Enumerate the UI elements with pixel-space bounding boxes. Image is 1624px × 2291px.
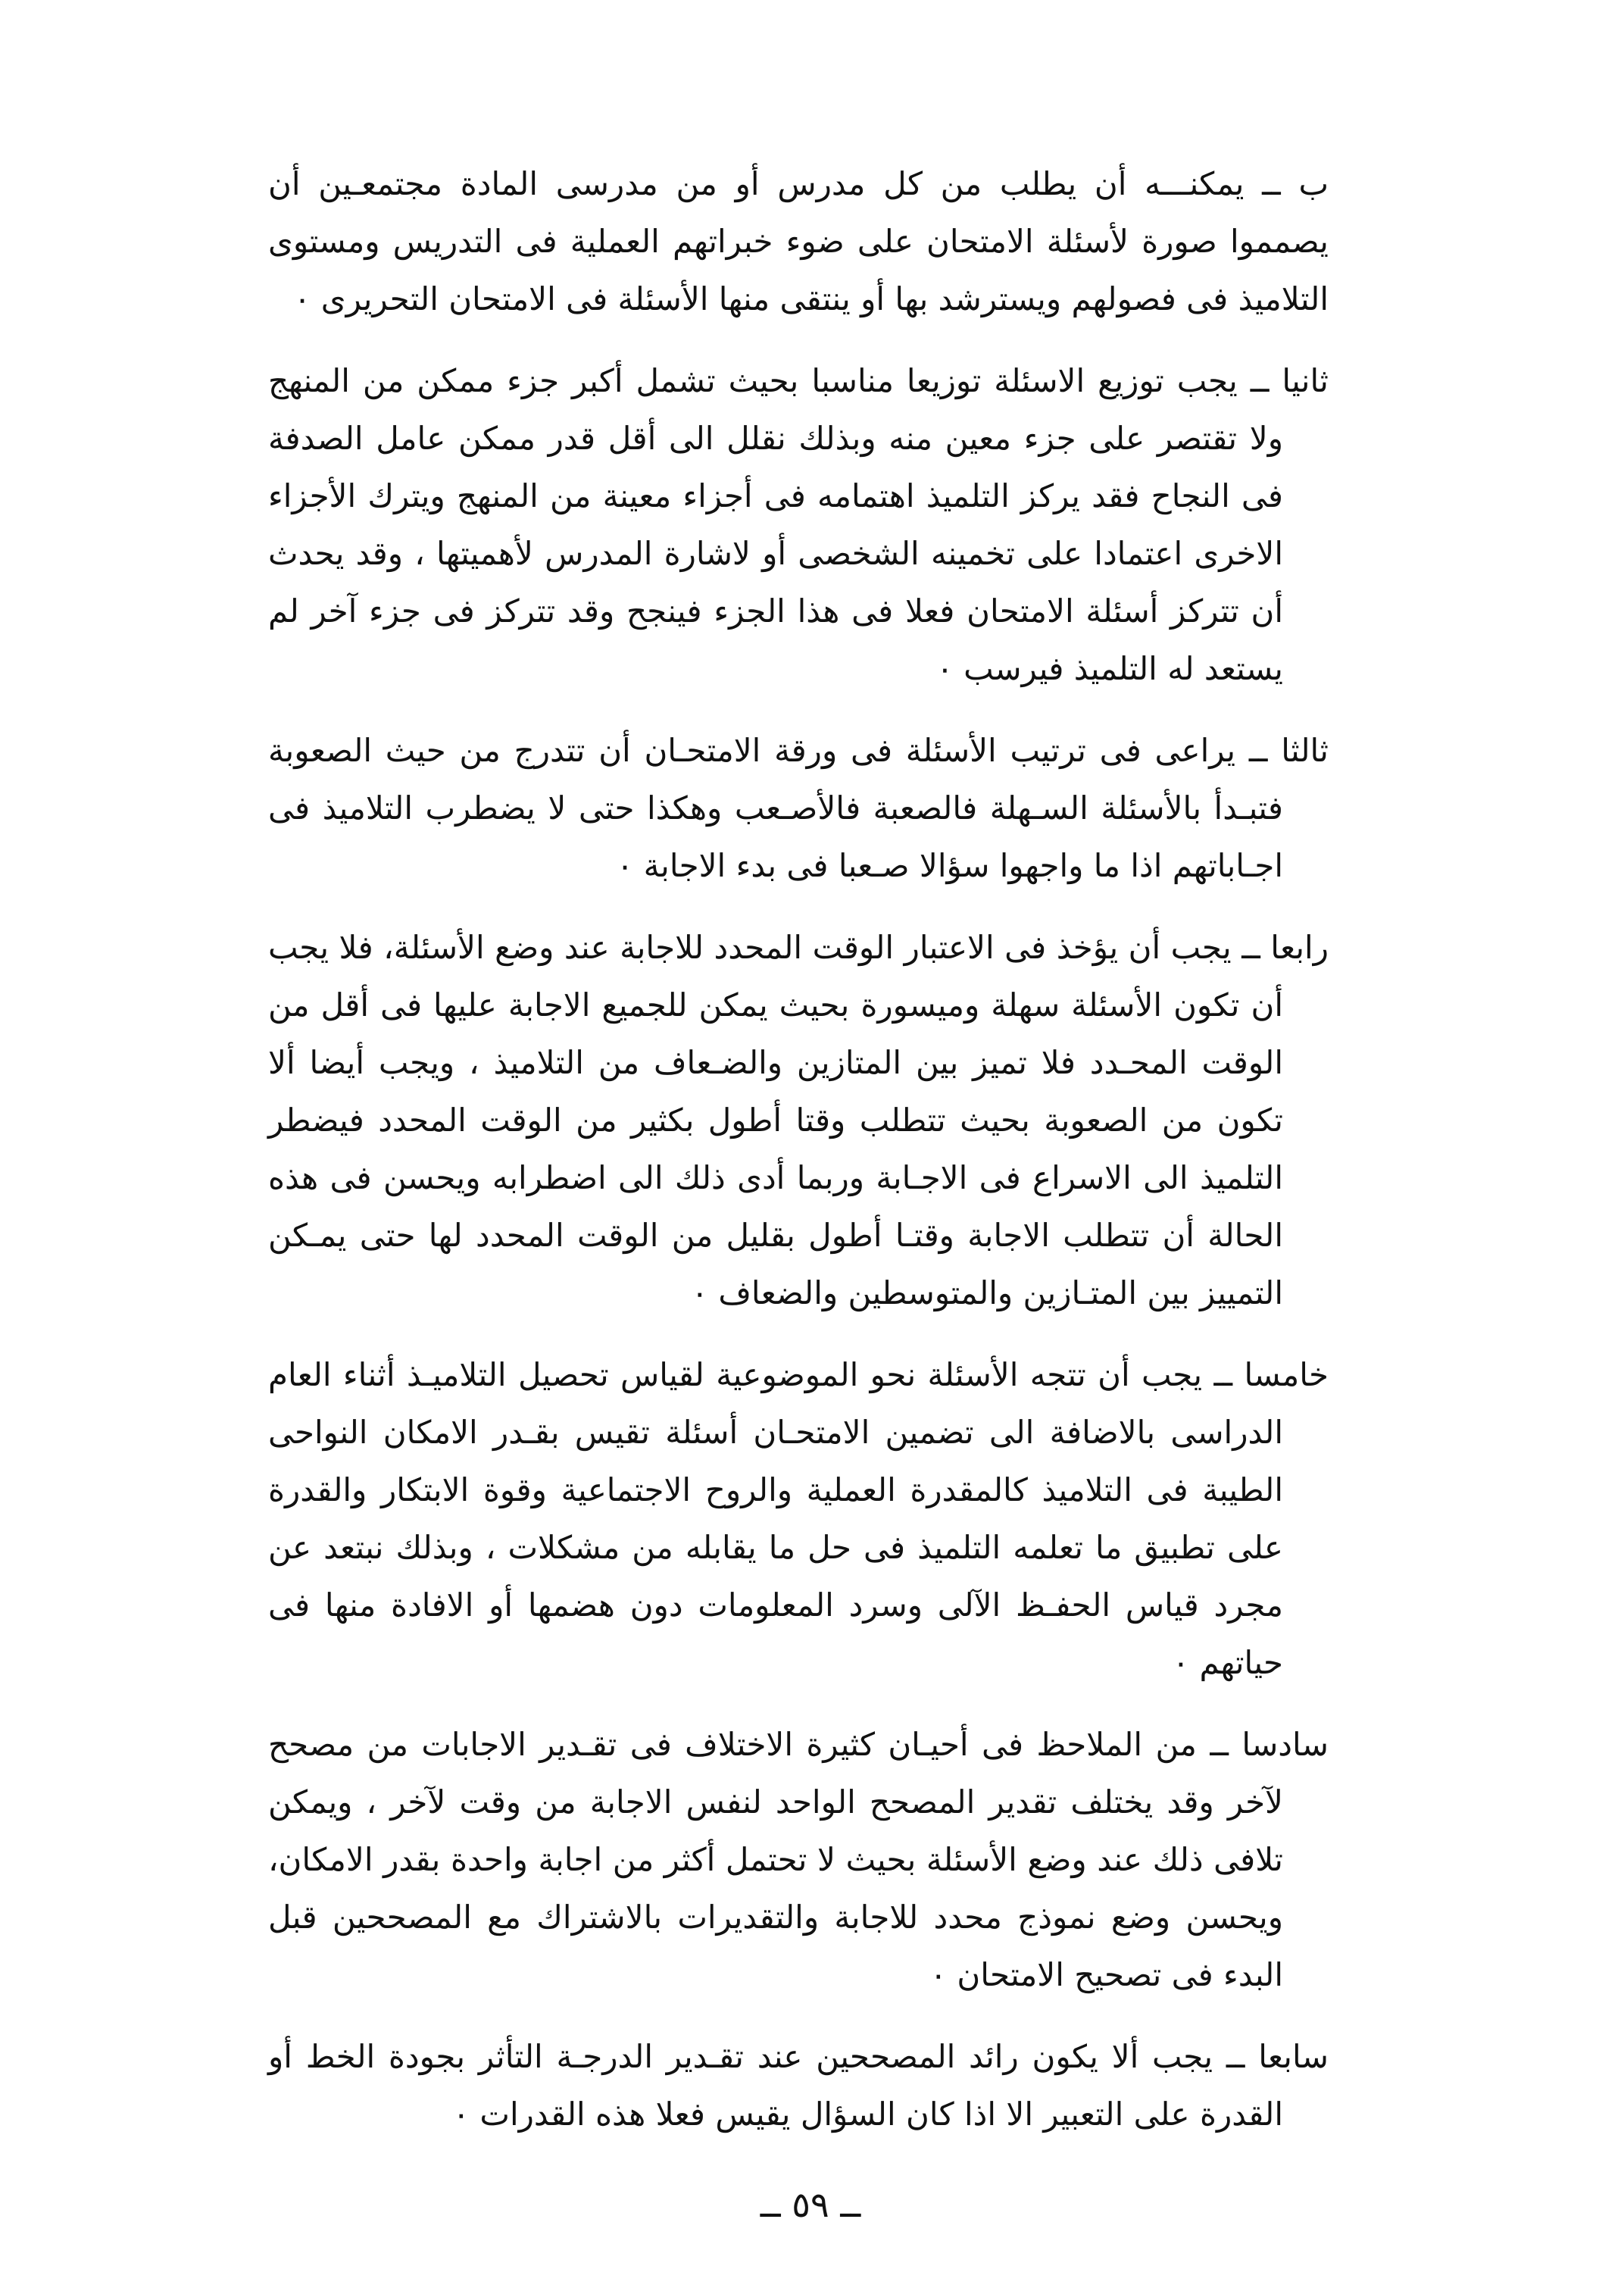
paragraph-fifth [268,1346,1329,1692]
paragraph-label: رابعا ــ [1241,929,1329,966]
paragraph-sixth [268,1716,1329,2004]
paragraph-label: سادسا ــ [1210,1726,1329,1763]
paragraph-label: ب ــ [1262,165,1329,202]
page-body [268,155,1329,2168]
paragraph-seventh [268,2028,1329,2143]
paragraph-text: يجب أن يؤخذ فى الاعتبار الوقت المحدد للاجابة عند وضع الأسئلة، فلا يجب أن تكون الأسئلة سهلة وميسورة بحيث يمكن للجميع الاجابة عليها فى أقل من الوقت المحـدد فلا تميز بين المتازين والضـعاف من التلاميذ ، ويجب أيضا ألا تكون من الصعوبة بحيث تتطلب وقتا أطول بكثير من الوقت المحدد فيضطر التلميذ الى الاسراع فى الاجـابة وربما أدى ذلك الى اضطرابه ويحسن فى هذه الحالة أن تتطلب الاجابة وقتـا أطول بقليل من الوقت المحدد لها حتى يمـكن التمييز بين المتـازين والمتوسطين والضعاف ٠ [268,929,1283,1311]
paragraph-third [268,722,1329,895]
paragraph-ba [268,155,1329,328]
paragraph-label: ثانيا ــ [1250,362,1329,399]
paragraph-label: سابعا ــ [1226,2038,1329,2075]
paragraph-text: يراعى فى ترتيب الأسئلة فى ورقة الامتحـان أن تتدرج من حيث الصعوبة فتبـدأ بالأسئلة السـهلة فالصعبة فالأصـعب وهكذا حتى لا يضطرب التلاميذ فى اجـاباتهم اذا ما واجهوا سؤالا صـعبا فى بدء الاجابة ٠ [268,732,1283,884]
paragraph-label: ثالثا ــ [1248,732,1329,769]
paragraph-text: يجب توزيع الاسئلة توزيعا مناسبا بحيث تشمل أكبر جزء ممكن من المنهج ولا تقتصر على جزء معين منه وبذلك نقلل الى أقل قدر ممكن عامل الصدفة فى النجاح فقد يركز التلميذ اهتمامه فى أجزاء معينة من المنهج ويترك الأجزاء الاخرى اعتمادا على تخمينه الشخصى أو لاشارة المدرس لأهميتها ، وقد يحدث أن تتركز أسئلة الامتحان فعلا فى هذا الجزء فينجح وقد تتركز فى جزء آخر لم يستعد له التلميذ فيرسب ٠ [268,362,1283,687]
paragraph-text: يمكنـــه أن يطلب من كل مدرس أو من مدرسى المادة مجتمعـين أن يصمموا صورة لأسئلة الامتحان على ضوء خبراتهم العملية فى التدريس ومستوى التلاميذ فى فصولهم ويسترشد بها أو ينتقى منها الأسئلة فى الامتحان التحريرى ٠ [268,165,1329,317]
paragraph-label: خامسا ــ [1213,1356,1329,1393]
paragraph-second [268,352,1329,698]
page-number: ــ ٥٩ ــ [760,2184,861,2225]
paragraph-fourth [268,919,1329,1322]
paragraph-text: يجب أن تتجه الأسئلة نحو الموضوعية لقياس تحصيل التلاميـذ أثناء العام الدراسى بالاضافة الى تضمين الامتحـان أسئلة تقيس بقـدر الامكان النواحى الطيبة فى التلاميذ كالمقدرة العملية والروح الاجتماعية وقوة الابتكار والقدرة على تطبيق ما تعلمه التلميذ فى حل ما يقابله من مشكلات ، وبذلك نبتعد عن مجرد قياس الحفـظ الآلى وسرد المعلومات دون هضمها أو الافادة منها فى حياتهم ٠ [268,1356,1283,1681]
paragraph-text: من الملاحظ فى أحيـان كثيرة الاختلاف فى تقـدير الاجابات من مصحح لآخر وقد يختلف تقدير المصحح الواحد لنفس الاجابة من وقت لآخر ، ويمكن تلافى ذلك عند وضع الأسئلة بحيث لا تحتمل أكثر من اجابة واحدة بقدر الامكان، ويحسن وضع نموذج محدد للاجابة والتقديرات بالاشتراك مع المصححين قبل البدء فى تصحيح الامتحان ٠ [268,1726,1283,1993]
paragraph-text: يجب ألا يكون رائد المصححين عند تقـدير الدرجـة التأثر بجودة الخط أو القدرة على التعبير الا اذا كان السؤال يقيس فعلا هذه القدرات ٠ [268,2038,1283,2133]
